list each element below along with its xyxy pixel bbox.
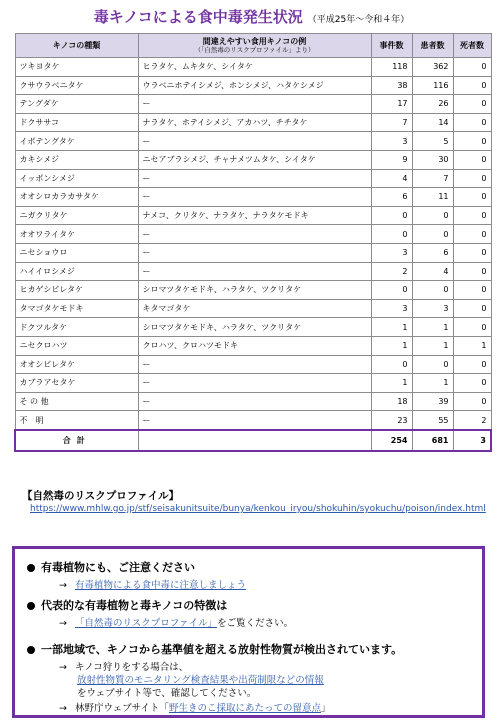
notice-bullet-1 [27, 559, 195, 575]
total-patients: 681 [412, 430, 453, 451]
cell-patients: 0 [412, 355, 453, 374]
cell-deaths: 0 [453, 318, 491, 337]
cell-mushroom-name: ツキヨタケ [15, 58, 138, 77]
cell-confusable-examples: ー [138, 374, 371, 393]
table-row [15, 132, 491, 151]
table-row [15, 336, 491, 355]
cell-deaths: 0 [453, 392, 491, 411]
bullet-dot-icon [27, 646, 35, 654]
notice-3-line4: → 林野庁ウェブサイト「野生きのこ採取にあたっての留意点」 [59, 703, 331, 714]
cell-patients: 362 [412, 58, 453, 77]
cell-confusable-examples: シロマツタケモドキ、ハラタケ、ツクリタケ [138, 281, 371, 300]
poisoning-table [14, 33, 492, 452]
arrow-icon: → [59, 703, 67, 714]
cell-incidents: 3 [371, 132, 412, 151]
cell-confusable-examples: ナラタケ、ホテイシメジ、アカハツ、チチタケ [138, 113, 371, 132]
cell-mushroom-name: クサウラベニタケ [15, 76, 138, 95]
cell-patients: 0 [412, 206, 453, 225]
cell-patients: 0 [412, 225, 453, 244]
header-confusable-note: （「自然毒のリスクプロファイル」より） [194, 46, 315, 54]
cell-incidents: 2 [371, 262, 412, 281]
table-header-row [15, 34, 491, 58]
table-row [15, 113, 491, 132]
table-row [15, 281, 491, 300]
notice-3-text: 一部地域で、キノコから基準値を超える放射性物質が検出されています。 [41, 643, 403, 656]
cell-mushroom-name: ヒカゲシビレタケ [15, 281, 138, 300]
cell-deaths: 0 [453, 299, 491, 318]
cell-confusable-examples: ー [138, 95, 371, 114]
header-incidents: 事件数 [371, 34, 412, 58]
cell-incidents: 1 [371, 318, 412, 337]
title-period: （平成25年～令和４年） [307, 15, 410, 25]
cell-mushroom-name: イボテングタケ [15, 132, 138, 151]
toxic-plants-link[interactable]: 有毒植物による食中毒に注意しましょう [74, 580, 246, 591]
cell-patients: 1 [412, 336, 453, 355]
total-row [15, 430, 491, 451]
risk-profile-heading: 【自然毒のリスクプロファイル】 [22, 490, 180, 502]
cell-deaths: 0 [453, 132, 491, 151]
cell-mushroom-name: 不 明 [15, 411, 138, 430]
cell-incidents: 17 [371, 95, 412, 114]
cell-deaths: 0 [453, 188, 491, 207]
table-row [15, 392, 491, 411]
cell-mushroom-name: ドクツルタケ [15, 318, 138, 337]
cell-patients: 39 [412, 392, 453, 411]
cell-deaths: 0 [453, 262, 491, 281]
cell-deaths: 0 [453, 58, 491, 77]
cell-confusable-examples: ー [138, 132, 371, 151]
table-row [15, 262, 491, 281]
notice-2-sub [59, 615, 293, 629]
forestry-agency-link[interactable]: 野生きのこ採取にあたっての留意点 [168, 703, 321, 714]
table-row [15, 169, 491, 188]
cell-deaths: 2 [453, 411, 491, 430]
cell-confusable-examples: ニセアブラシメジ、チャナメツムタケ、シイタケ [138, 150, 371, 169]
cell-incidents: 0 [371, 281, 412, 300]
cell-incidents: 4 [371, 169, 412, 188]
cell-mushroom-name: オオワライタケ [15, 225, 138, 244]
cell-incidents: 0 [371, 206, 412, 225]
notice-2-text: 代表的な有毒植物と毒キノコの特徴は [41, 599, 228, 612]
table-row [15, 374, 491, 393]
notice-3-line2 [77, 672, 324, 686]
cell-confusable-examples: ウラベニホテイシメジ、ホンシメジ、ハタケシメジ [138, 76, 371, 95]
cell-confusable-examples: ヒラタケ、ムキタケ、シイタケ [138, 58, 371, 77]
cell-mushroom-name: そ の 他 [15, 392, 138, 411]
bullet-dot-icon [27, 564, 35, 572]
cell-patients: 5 [412, 132, 453, 151]
cell-confusable-examples: ー [138, 243, 371, 262]
notice-1-text: 有毒植物にも、ご注意ください [41, 561, 195, 574]
table-row [15, 355, 491, 374]
cell-confusable-examples: クロハツ、クロハツモドキ [138, 336, 371, 355]
table-row [15, 299, 491, 318]
cell-patients: 26 [412, 95, 453, 114]
cell-confusable-examples: ー [138, 188, 371, 207]
total-incidents: 254 [371, 430, 412, 451]
cell-deaths: 0 [453, 374, 491, 393]
cell-incidents: 6 [371, 188, 412, 207]
cell-confusable-examples: ー [138, 225, 371, 244]
header-patients: 患者数 [412, 34, 453, 58]
cell-incidents: 118 [371, 58, 412, 77]
header-confusable [138, 34, 371, 58]
notice-2-after: をご覧ください。 [217, 618, 294, 629]
arrow-icon: → [59, 580, 67, 591]
cell-deaths: 0 [453, 95, 491, 114]
cell-deaths: 0 [453, 76, 491, 95]
table-row [15, 150, 491, 169]
cell-deaths: 0 [453, 243, 491, 262]
cell-incidents: 9 [371, 150, 412, 169]
cell-mushroom-name: オオシビレタケ [15, 355, 138, 374]
cell-incidents: 0 [371, 355, 412, 374]
cell-deaths: 1 [453, 336, 491, 355]
arrow-icon: → [59, 662, 67, 673]
table-row [15, 76, 491, 95]
cell-deaths: 0 [453, 206, 491, 225]
cell-mushroom-name: オオシロカラカサタケ [15, 188, 138, 207]
risk-profile-link[interactable]: https://www.mhlw.go.jp/stf/seisakunitsuite/bunya/kenkou_iryou/shokuhin/syokuchu/poison/index.html [30, 504, 486, 514]
cell-mushroom-name: イッポンシメジ [15, 169, 138, 188]
notice-box [12, 546, 485, 718]
cell-patients: 11 [412, 188, 453, 207]
cell-patients: 6 [412, 243, 453, 262]
cell-deaths: 0 [453, 355, 491, 374]
cell-patients: 3 [412, 299, 453, 318]
cell-confusable-examples: ー [138, 169, 371, 188]
notice-1-sub [59, 577, 246, 591]
total-empty [138, 430, 371, 451]
risk-profile-ref-link[interactable]: 「自然毒のリスクプロファイル」 [74, 618, 218, 629]
cell-mushroom-name: ドクササコ [15, 113, 138, 132]
cell-patients: 14 [412, 113, 453, 132]
header-name: キノコの種類 [15, 34, 138, 58]
arrow-icon: → [59, 618, 67, 629]
table-row [15, 95, 491, 114]
cell-mushroom-name: カキシメジ [15, 150, 138, 169]
cell-incidents: 38 [371, 76, 412, 95]
cell-mushroom-name: ニセクロハツ [15, 336, 138, 355]
cell-confusable-examples: ー [138, 262, 371, 281]
cell-incidents: 3 [371, 299, 412, 318]
cell-confusable-examples: ー [138, 392, 371, 411]
cell-patients: 1 [412, 318, 453, 337]
notice-3-line1: → キノコ狩りをする場合は、 [59, 662, 189, 673]
total-deaths: 3 [453, 430, 491, 451]
cell-deaths: 0 [453, 169, 491, 188]
cell-confusable-examples: ー [138, 411, 371, 430]
cell-deaths: 0 [453, 113, 491, 132]
cell-incidents: 23 [371, 411, 412, 430]
table-row [15, 225, 491, 244]
cell-deaths: 0 [453, 225, 491, 244]
cell-incidents: 7 [371, 113, 412, 132]
cell-confusable-examples: シロマツタケモドキ、ハラタケ、ツクリタケ [138, 318, 371, 337]
notice-bullet-2 [27, 597, 227, 613]
cell-mushroom-name: カブラアセタケ [15, 374, 138, 393]
cell-incidents: 0 [371, 225, 412, 244]
cell-incidents: 1 [371, 374, 412, 393]
cell-patients: 0 [412, 281, 453, 300]
cell-patients: 116 [412, 76, 453, 95]
cell-mushroom-name: ニセショウロ [15, 243, 138, 262]
table-row [15, 188, 491, 207]
header-confusable-label: 間違えやすい食用キノコの例 [202, 37, 307, 46]
cell-mushroom-name: テングダケ [15, 95, 138, 114]
notice-bullet-3 [27, 641, 402, 657]
cell-deaths: 0 [453, 150, 491, 169]
cell-incidents: 3 [371, 243, 412, 262]
title-main: 毒キノコによる食中毒発生状況 [93, 8, 303, 26]
cell-patients: 4 [412, 262, 453, 281]
cell-incidents: 18 [371, 392, 412, 411]
header-deaths: 死者数 [453, 34, 491, 58]
cell-patients: 7 [412, 169, 453, 188]
cell-confusable-examples: ー [138, 355, 371, 374]
cell-deaths: 0 [453, 281, 491, 300]
table-row [15, 243, 491, 262]
cell-mushroom-name: タマゴタケモドキ [15, 299, 138, 318]
page-title [0, 6, 503, 27]
cell-mushroom-name: ハイイロシメジ [15, 262, 138, 281]
total-label: 合計 [15, 430, 138, 451]
table-row [15, 58, 491, 77]
cell-patients: 1 [412, 374, 453, 393]
cell-mushroom-name: ニガクリタケ [15, 206, 138, 225]
cell-confusable-examples: ナメコ、クリタケ、ナラタケ、ナラタケモドキ [138, 206, 371, 225]
cell-incidents: 1 [371, 336, 412, 355]
table-row [15, 411, 491, 430]
notice-3-line3: をウェブサイト等で、確認してください。 [77, 688, 257, 699]
cell-patients: 55 [412, 411, 453, 430]
cell-patients: 30 [412, 150, 453, 169]
radiation-info-link[interactable]: 放射性物質のモニタリング検査結果や出荷制限などの情報 [77, 675, 324, 686]
table-row [15, 206, 491, 225]
cell-confusable-examples: キタマゴタケ [138, 299, 371, 318]
bullet-dot-icon [27, 602, 35, 610]
table-row [15, 318, 491, 337]
